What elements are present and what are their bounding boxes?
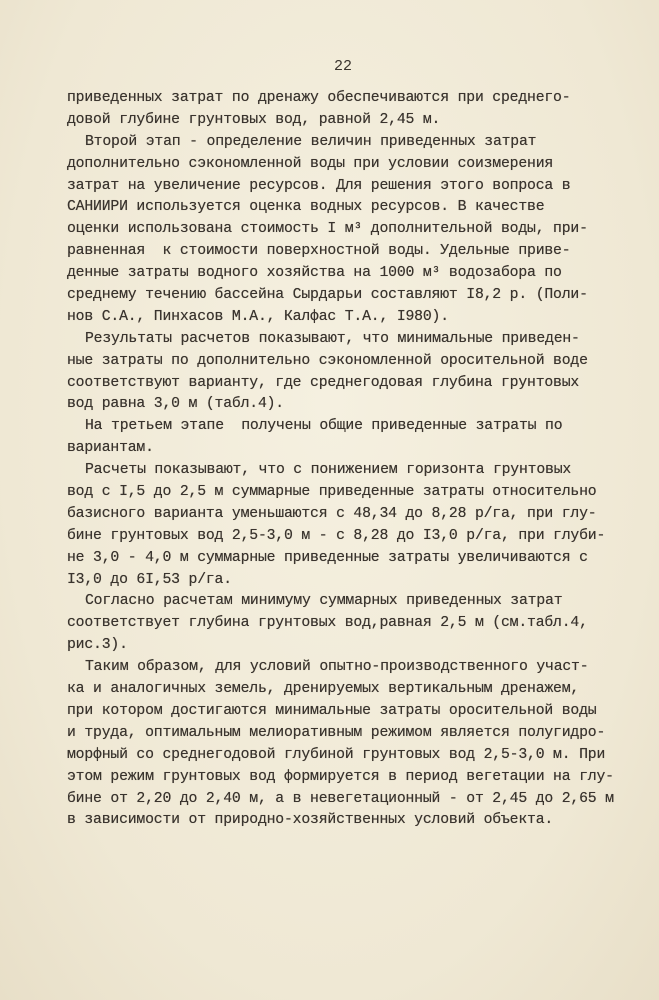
text-line: при котором достигаются минимальные затраты оросительной воды	[67, 702, 597, 719]
text-line: вод равна 3,0 м (табл.4).	[67, 396, 284, 413]
text-line: САНИИРИ используется оценка водных ресурсов. В качестве	[67, 199, 545, 216]
text-line: дополнительно сэкономленной воды при условии соизмерения	[67, 155, 554, 172]
text-line: ка и аналогичных земель, дренируемых вертикальным дренажем,	[67, 681, 580, 698]
text-line: вод с I,5 до 2,5 м суммарные приведенные затраты относительно	[67, 484, 597, 501]
text-line: I3,0 до 6I,53 р/га.	[67, 571, 232, 588]
text-line: соответствуют варианту, где среднегодовая глубина грунтовых	[67, 374, 580, 391]
page-number: 22	[334, 58, 353, 75]
text-line: вариантам.	[67, 440, 154, 457]
text-line: базисного варианта уменьшаются с 48,34 до 8,28 р/га, при глу-	[67, 505, 597, 522]
text-line: оценки использована стоимость I м³ дополнительной воды, при-	[67, 221, 588, 238]
text-line: среднему течению бассейна Сырдарьи составляют I8,2 р. (Поли-	[67, 287, 588, 304]
text-line: и труда, оптимальным мелиоративным режимом является полугидро-	[67, 724, 606, 741]
text-line: Согласно расчетам минимуму суммарных приведенных затрат	[85, 593, 563, 610]
text-line: Второй этап - определение величин приведенных затрат	[85, 133, 537, 150]
text-line: затрат на увеличение ресурсов. Для решения этого вопроса в	[67, 177, 571, 194]
text-line: бине грунтовых вод 2,5-3,0 м - с 8,28 до I3,0 р/га, при глуби-	[67, 527, 606, 544]
text-line: ные затраты по дополнительно сэкономленной оросительной воде	[67, 352, 588, 369]
text-line: морфный со среднегодовой глубиной грунтовых вод 2,5-3,0 м. При	[67, 746, 606, 763]
text-line: не 3,0 - 4,0 м суммарные приведенные затраты увеличиваются с	[67, 549, 588, 566]
text-line: денные затраты водного хозяйства на 1000 м³ водозабора по	[67, 265, 562, 282]
text-line: равненная к стоимости поверхностной воды. Удельные приве-	[67, 243, 571, 260]
text-line: Таким образом, для условий опытно-производственного участ-	[85, 659, 589, 676]
text-line: рис.3).	[67, 637, 128, 654]
body-text	[67, 88, 614, 832]
text-line: Результаты расчетов показывают, что минимальные приведен-	[85, 330, 580, 347]
text-line: Расчеты показывают, что с понижением горизонта грунтовых	[85, 462, 572, 479]
text-line: нов С.А., Пинхасов М.А., Калфас Т.А., I980).	[67, 308, 449, 325]
text-line: соответствует глубина грунтовых вод,равная 2,5 м (см.табл.4,	[67, 615, 588, 632]
text-line: бине от 2,20 до 2,40 м, а в невегетационный - от 2,45 до 2,65 м	[67, 790, 614, 807]
text-line: На третьем этапе получены общие приведенные затраты по	[85, 418, 563, 435]
text-line: приведенных затрат по дренажу обеспечиваются при среднего-	[67, 90, 571, 106]
text-line: в зависимости от природно-хозяйственных условий объекта.	[67, 812, 554, 829]
text-line: довой глубине грунтовых вод, равной 2,45 м.	[67, 111, 441, 128]
text-line: этом режим грунтовых вод формируется в период вегетации на глу-	[67, 768, 614, 785]
